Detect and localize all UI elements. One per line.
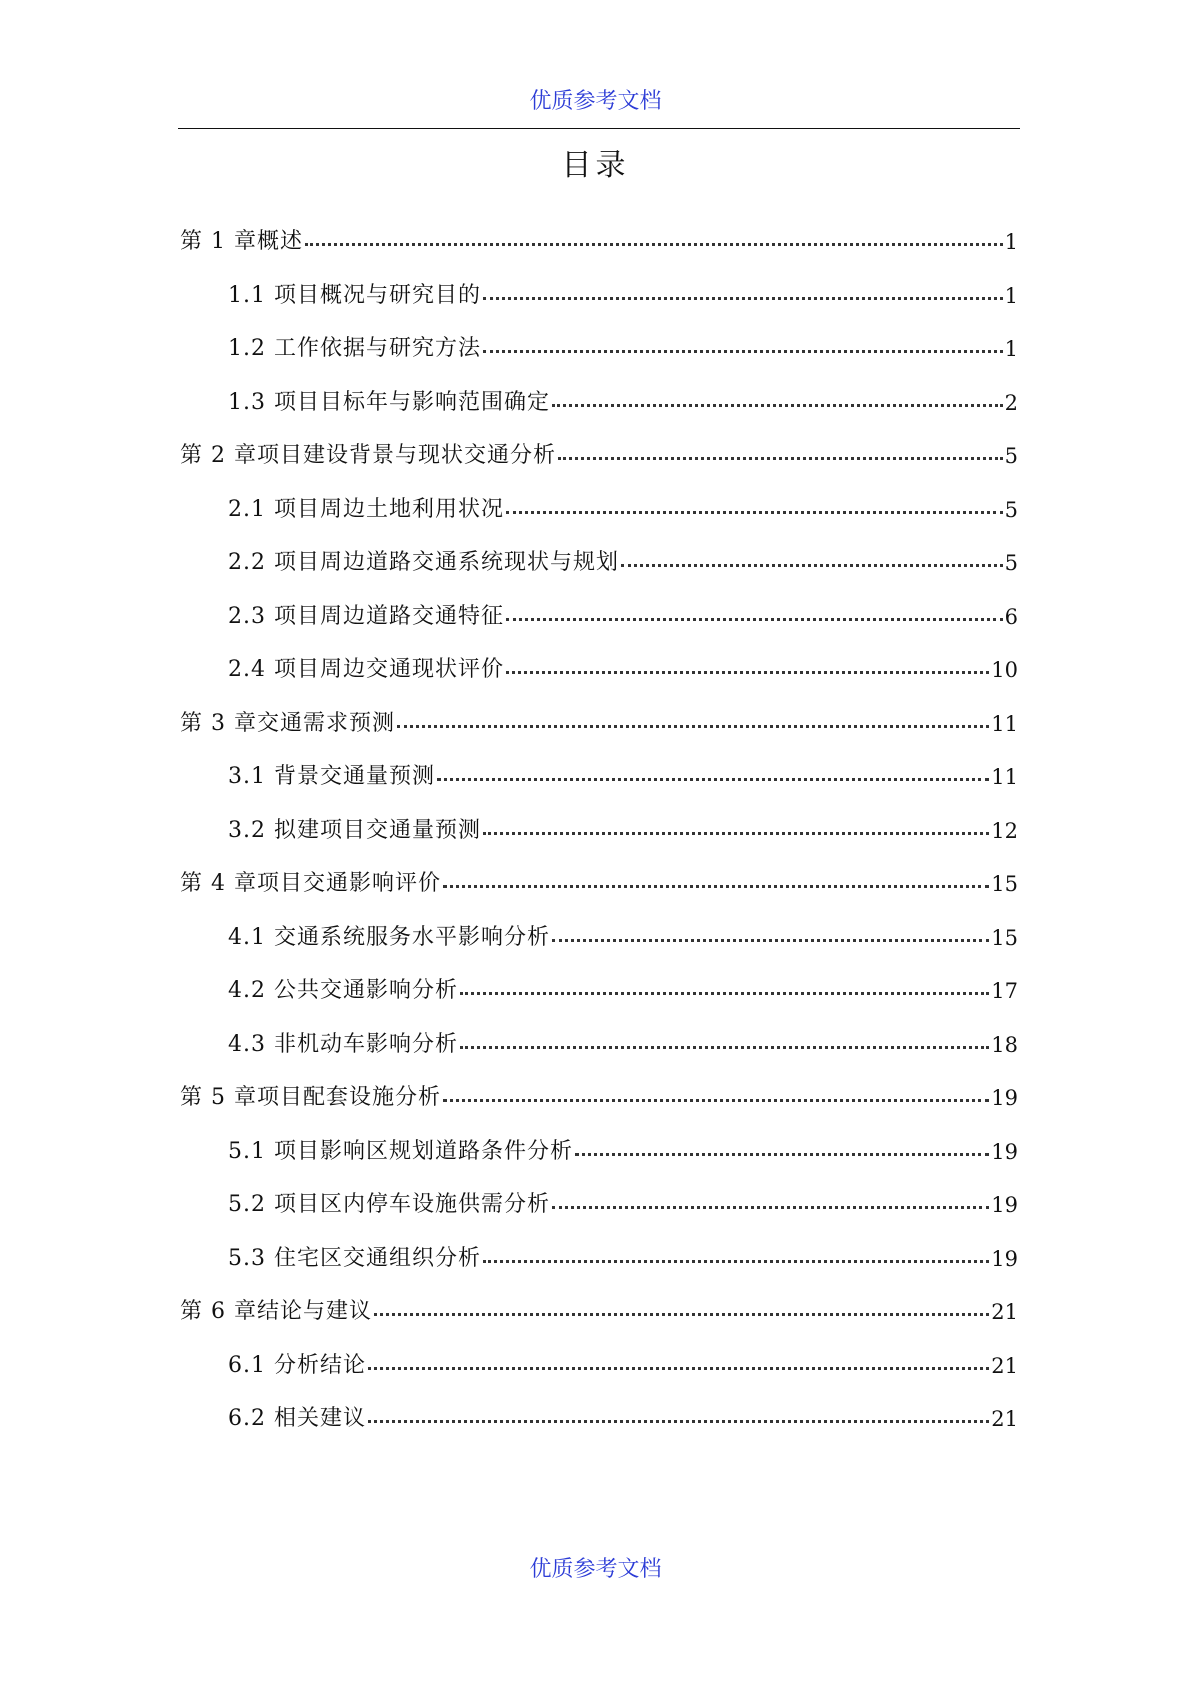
toc-entry-label: 2.1 项目周边土地利用状况 bbox=[228, 496, 504, 522]
toc-page-number: 5 bbox=[1004, 444, 1018, 468]
toc-entry-label: 6.1 分析结论 bbox=[228, 1352, 366, 1378]
toc-entry-label: 2.2 项目周边道路交通系统现状与规划 bbox=[228, 550, 619, 575]
toc-section-entry[interactable] bbox=[180, 389, 1018, 443]
toc-page-number: 21 bbox=[991, 1407, 1018, 1431]
toc-section-entry[interactable] bbox=[180, 977, 1018, 1031]
toc-dot-leader bbox=[575, 1138, 989, 1156]
toc-section-entry[interactable] bbox=[180, 1191, 1018, 1245]
toc-section-entry[interactable] bbox=[180, 1352, 1018, 1406]
toc-entry-label: 2.3 项目周边道路交通特征 bbox=[228, 603, 504, 629]
toc-entry-label: 5.2 项目区内停车设施供需分析 bbox=[228, 1192, 550, 1217]
toc-entry-label: 2.4 项目周边交通现状评价 bbox=[228, 657, 504, 682]
toc-dot-leader bbox=[483, 817, 989, 835]
toc-title: 目录 bbox=[561, 148, 630, 183]
toc-entry-label: 第 1 章概述 bbox=[180, 229, 303, 254]
toc-page-number: 19 bbox=[991, 1086, 1018, 1110]
toc-page-number: 1 bbox=[1004, 283, 1018, 308]
toc-page-number: 12 bbox=[991, 818, 1018, 843]
toc-entry-label: 5.1 项目影响区规划道路条件分析 bbox=[228, 1138, 573, 1164]
table-of-contents bbox=[180, 228, 1018, 1459]
toc-entry-label: 1.2 工作依据与研究方法 bbox=[228, 336, 481, 361]
toc-page-number: 18 bbox=[991, 1032, 1018, 1057]
toc-section-entry[interactable] bbox=[180, 603, 1018, 657]
toc-entry-label: 第 4 章项目交通影响评价 bbox=[180, 871, 441, 896]
toc-section-entry[interactable] bbox=[180, 763, 1018, 817]
toc-dot-leader bbox=[443, 870, 989, 888]
toc-section-entry[interactable] bbox=[180, 924, 1018, 978]
toc-page-number: 15 bbox=[991, 925, 1018, 950]
toc-dot-leader bbox=[443, 1084, 989, 1102]
toc-entry-label: 第 3 章交通需求预测 bbox=[180, 710, 395, 736]
toc-dot-leader bbox=[506, 603, 1003, 621]
toc-entry-label: 1.3 项目目标年与影响范围确定 bbox=[228, 389, 550, 415]
toc-page-number: 2 bbox=[1004, 390, 1018, 415]
toc-dot-leader bbox=[483, 282, 1003, 300]
toc-section-entry[interactable] bbox=[180, 335, 1018, 389]
toc-dot-leader bbox=[552, 389, 1003, 407]
toc-dot-leader bbox=[305, 228, 1003, 246]
toc-page-number: 21 bbox=[991, 1353, 1018, 1378]
header-divider bbox=[178, 128, 1020, 129]
toc-dot-leader bbox=[552, 924, 989, 942]
toc-chapter-entry[interactable] bbox=[180, 1084, 1018, 1138]
toc-dot-leader bbox=[460, 977, 989, 995]
toc-page-number: 6 bbox=[1004, 604, 1018, 629]
page-footer: 优质参考文档 bbox=[529, 1557, 662, 1582]
toc-dot-leader bbox=[483, 335, 1003, 353]
toc-entry-label: 4.3 非机动车影响分析 bbox=[228, 1031, 458, 1057]
toc-dot-leader bbox=[374, 1298, 989, 1316]
toc-section-entry[interactable] bbox=[180, 1245, 1018, 1299]
toc-entry-label: 4.2 公共交通影响分析 bbox=[228, 978, 458, 1003]
page-header: 优质参考文档 bbox=[529, 89, 662, 114]
toc-entry-label: 3.1 背景交通量预测 bbox=[228, 764, 435, 789]
toc-page-number: 19 bbox=[991, 1246, 1018, 1271]
toc-entry-label: 4.1 交通系统服务水平影响分析 bbox=[228, 924, 550, 950]
toc-chapter-entry[interactable] bbox=[180, 870, 1018, 924]
toc-entry-label: 第 5 章项目配套设施分析 bbox=[180, 1085, 441, 1110]
toc-dot-leader bbox=[483, 1245, 989, 1263]
toc-page-number: 1 bbox=[1004, 230, 1018, 254]
toc-page-number: 19 bbox=[991, 1139, 1018, 1164]
toc-entry-label: 1.1 项目概况与研究目的 bbox=[228, 282, 481, 308]
toc-section-entry[interactable] bbox=[180, 282, 1018, 336]
toc-section-entry[interactable] bbox=[180, 1138, 1018, 1192]
toc-dot-leader bbox=[558, 442, 1003, 460]
toc-page-number: 17 bbox=[991, 979, 1018, 1003]
toc-page-number: 15 bbox=[991, 872, 1018, 896]
toc-entry-label: 3.2 拟建项目交通量预测 bbox=[228, 817, 481, 843]
toc-section-entry[interactable] bbox=[180, 656, 1018, 710]
toc-dot-leader bbox=[621, 549, 1003, 567]
toc-dot-leader bbox=[506, 496, 1003, 514]
toc-dot-leader bbox=[397, 710, 989, 728]
toc-page-number: 10 bbox=[991, 658, 1018, 682]
toc-page-number: 5 bbox=[1004, 497, 1018, 522]
toc-section-entry[interactable] bbox=[180, 1405, 1018, 1459]
toc-chapter-entry[interactable] bbox=[180, 228, 1018, 282]
toc-section-entry[interactable] bbox=[180, 817, 1018, 871]
toc-section-entry[interactable] bbox=[180, 1031, 1018, 1085]
toc-section-entry[interactable] bbox=[180, 496, 1018, 550]
toc-entry-label: 第 6 章结论与建议 bbox=[180, 1299, 372, 1324]
toc-dot-leader bbox=[368, 1352, 989, 1370]
toc-dot-leader bbox=[368, 1405, 989, 1423]
toc-dot-leader bbox=[552, 1191, 989, 1209]
toc-chapter-entry[interactable] bbox=[180, 710, 1018, 764]
toc-page-number: 1 bbox=[1004, 337, 1018, 361]
toc-page-number: 19 bbox=[991, 1193, 1018, 1217]
toc-entry-label: 第 2 章项目建设背景与现状交通分析 bbox=[180, 443, 556, 468]
toc-page-number: 11 bbox=[991, 765, 1018, 789]
toc-dot-leader bbox=[506, 656, 989, 674]
toc-dot-leader bbox=[437, 763, 989, 781]
toc-chapter-entry[interactable] bbox=[180, 1298, 1018, 1352]
toc-entry-label: 5.3 住宅区交通组织分析 bbox=[228, 1245, 481, 1271]
toc-page-number: 21 bbox=[991, 1300, 1018, 1324]
toc-entry-label: 6.2 相关建议 bbox=[228, 1406, 366, 1431]
toc-chapter-entry[interactable] bbox=[180, 442, 1018, 496]
toc-page-number: 5 bbox=[1004, 551, 1018, 575]
toc-page-number: 11 bbox=[991, 711, 1018, 736]
toc-dot-leader bbox=[460, 1031, 989, 1049]
toc-section-entry[interactable] bbox=[180, 549, 1018, 603]
